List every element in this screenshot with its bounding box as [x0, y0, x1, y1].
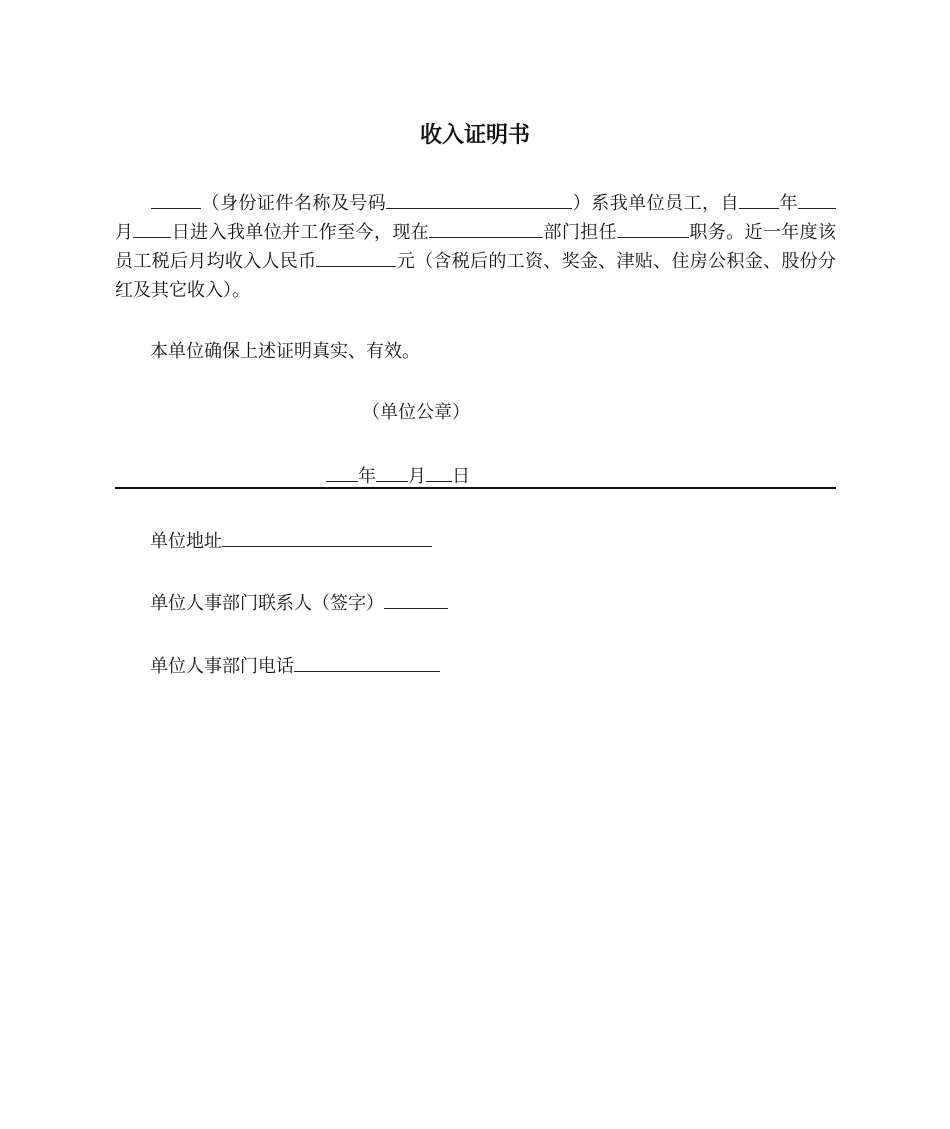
date-line	[326, 463, 470, 490]
name-blank	[151, 190, 201, 209]
position-blank	[617, 219, 689, 238]
paragraph-text-1: （身份证件名称及号码	[201, 193, 387, 214]
paragraph-text-4: 月	[115, 222, 134, 243]
date-day-blank	[426, 463, 452, 482]
paragraph-text-5: 日进入我单位并工作至今，现在	[171, 222, 430, 243]
paragraph-text-3: 年	[779, 193, 799, 214]
hr-contact-blank	[384, 590, 448, 609]
hr-phone-label: 单位人事部门电话	[150, 656, 294, 677]
date-year-label: 年	[358, 466, 376, 487]
company-seal-label: （单位公章）	[362, 402, 470, 423]
id-number-blank	[386, 190, 572, 209]
paragraph-text-6: 部门担任	[543, 222, 617, 243]
department-blank	[429, 219, 543, 238]
address-field	[150, 528, 432, 555]
date-day-label: 日	[452, 466, 470, 487]
paragraph-text-8: 元（含税后的工资、奖金、津贴、住房公积金、股份分红及其它收入）。	[115, 251, 837, 301]
address-label: 单位地址	[150, 531, 222, 552]
start-year-blank	[739, 190, 779, 209]
address-blank	[222, 528, 432, 547]
certificate-paragraph	[115, 189, 836, 305]
start-month-blank	[798, 190, 836, 209]
paragraph-text-2: ）系我单位员工，自	[572, 193, 740, 214]
section-divider	[115, 487, 836, 489]
hr-contact-label: 单位人事部门联系人（签字）	[150, 593, 384, 614]
date-month-label: 月	[408, 466, 426, 487]
income-blank	[316, 248, 396, 267]
hr-contact-field	[150, 590, 448, 617]
paragraph-text-7: 职务。近一年度该员工税后月均收入人民币	[115, 222, 837, 272]
hr-phone-blank	[294, 653, 440, 672]
date-year-blank	[326, 463, 358, 482]
start-day-blank	[133, 219, 171, 238]
page-title: 收入证明书	[419, 123, 530, 148]
date-month-blank	[376, 463, 408, 482]
hr-phone-field	[150, 653, 440, 680]
confirm-statement: 本单位确保上述证明真实、有效。	[150, 341, 420, 362]
